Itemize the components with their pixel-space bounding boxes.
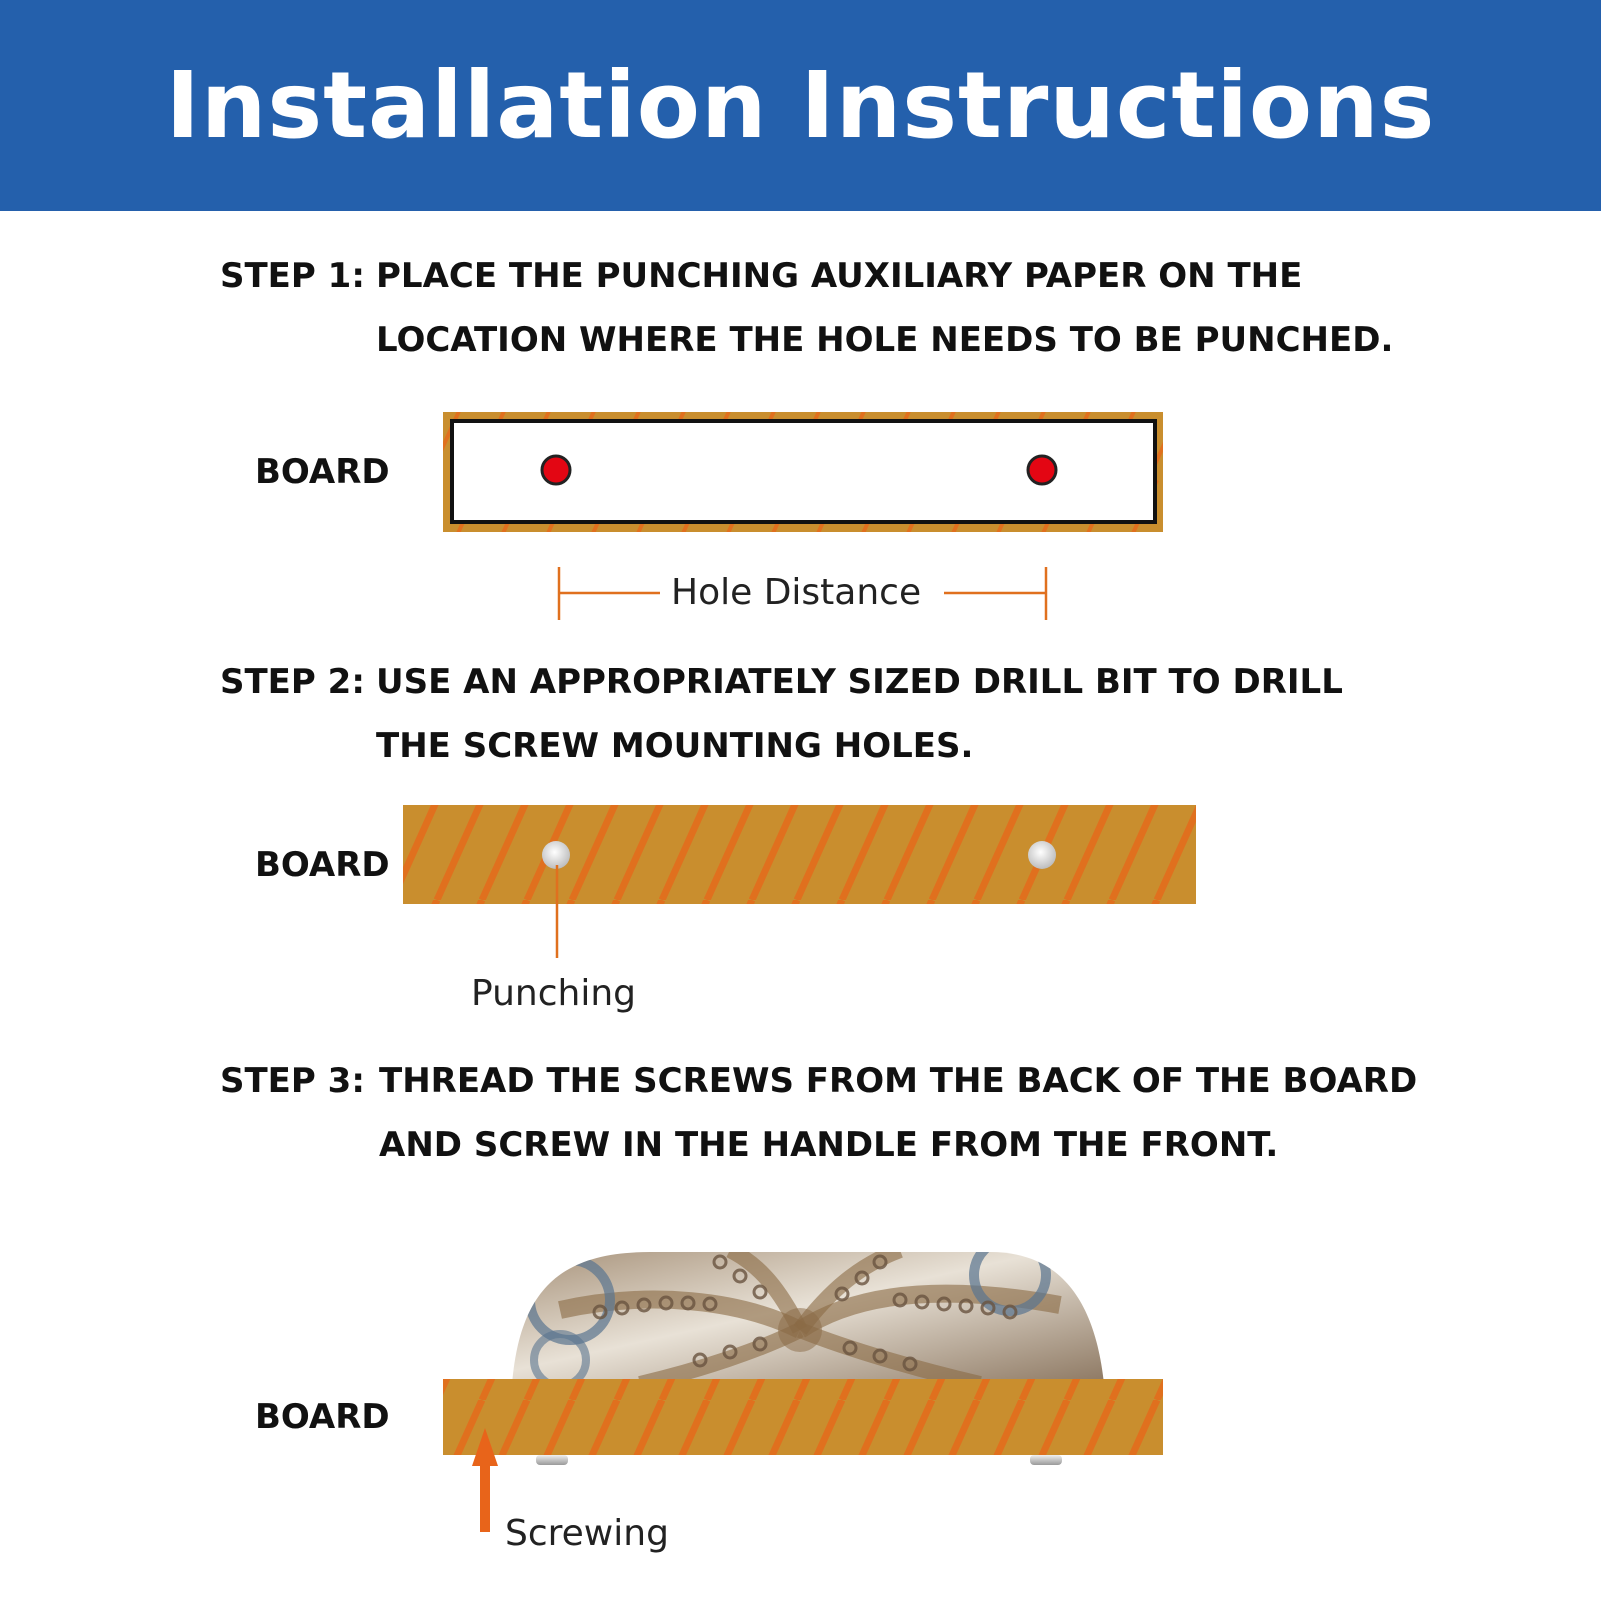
step-3-line-1: THREAD THE SCREWS FROM THE BACK OF THE BOARD	[379, 1061, 1418, 1101]
step-2-board	[403, 805, 1196, 904]
step-3-line-2: AND SCREW IN THE HANDLE FROM THE FRONT.	[379, 1125, 1279, 1165]
drilled-hole-left	[542, 841, 570, 869]
step-1-line-1: PLACE THE PUNCHING AUXILIARY PAPER ON THE	[376, 256, 1303, 296]
step-1-label: STEP 1:	[220, 256, 365, 296]
step-2-line-2: THE SCREW MOUNTING HOLES.	[376, 726, 974, 766]
screw-left	[536, 1455, 568, 1465]
board-label-step-2: BOARD	[255, 845, 390, 885]
step-3-board	[443, 1379, 1163, 1455]
screw-right	[1030, 1455, 1062, 1465]
hole-distance-label: Hole Distance	[671, 572, 922, 613]
board-label-step-3: BOARD	[255, 1397, 390, 1437]
punching-label: Punching	[471, 973, 636, 1014]
step-1-line-2: LOCATION WHERE THE HOLE NEEDS TO BE PUNCHED.	[376, 320, 1394, 360]
step-3-label: STEP 3:	[220, 1061, 365, 1101]
page-title: Installation Instructions	[165, 51, 1436, 159]
step-2-line-1: USE AN APPROPRIATELY SIZED DRILL BIT TO DRILL	[376, 662, 1343, 702]
drilled-hole-right	[1028, 841, 1056, 869]
screwing-label: Screwing	[505, 1513, 669, 1554]
hole-distance-dimension	[559, 567, 1046, 620]
step-2-label: STEP 2:	[220, 662, 365, 702]
handle-image	[512, 1239, 1104, 1386]
hole-marker-left	[542, 456, 570, 484]
hole-marker-right	[1028, 456, 1056, 484]
board-label-step-1: BOARD	[255, 452, 390, 492]
